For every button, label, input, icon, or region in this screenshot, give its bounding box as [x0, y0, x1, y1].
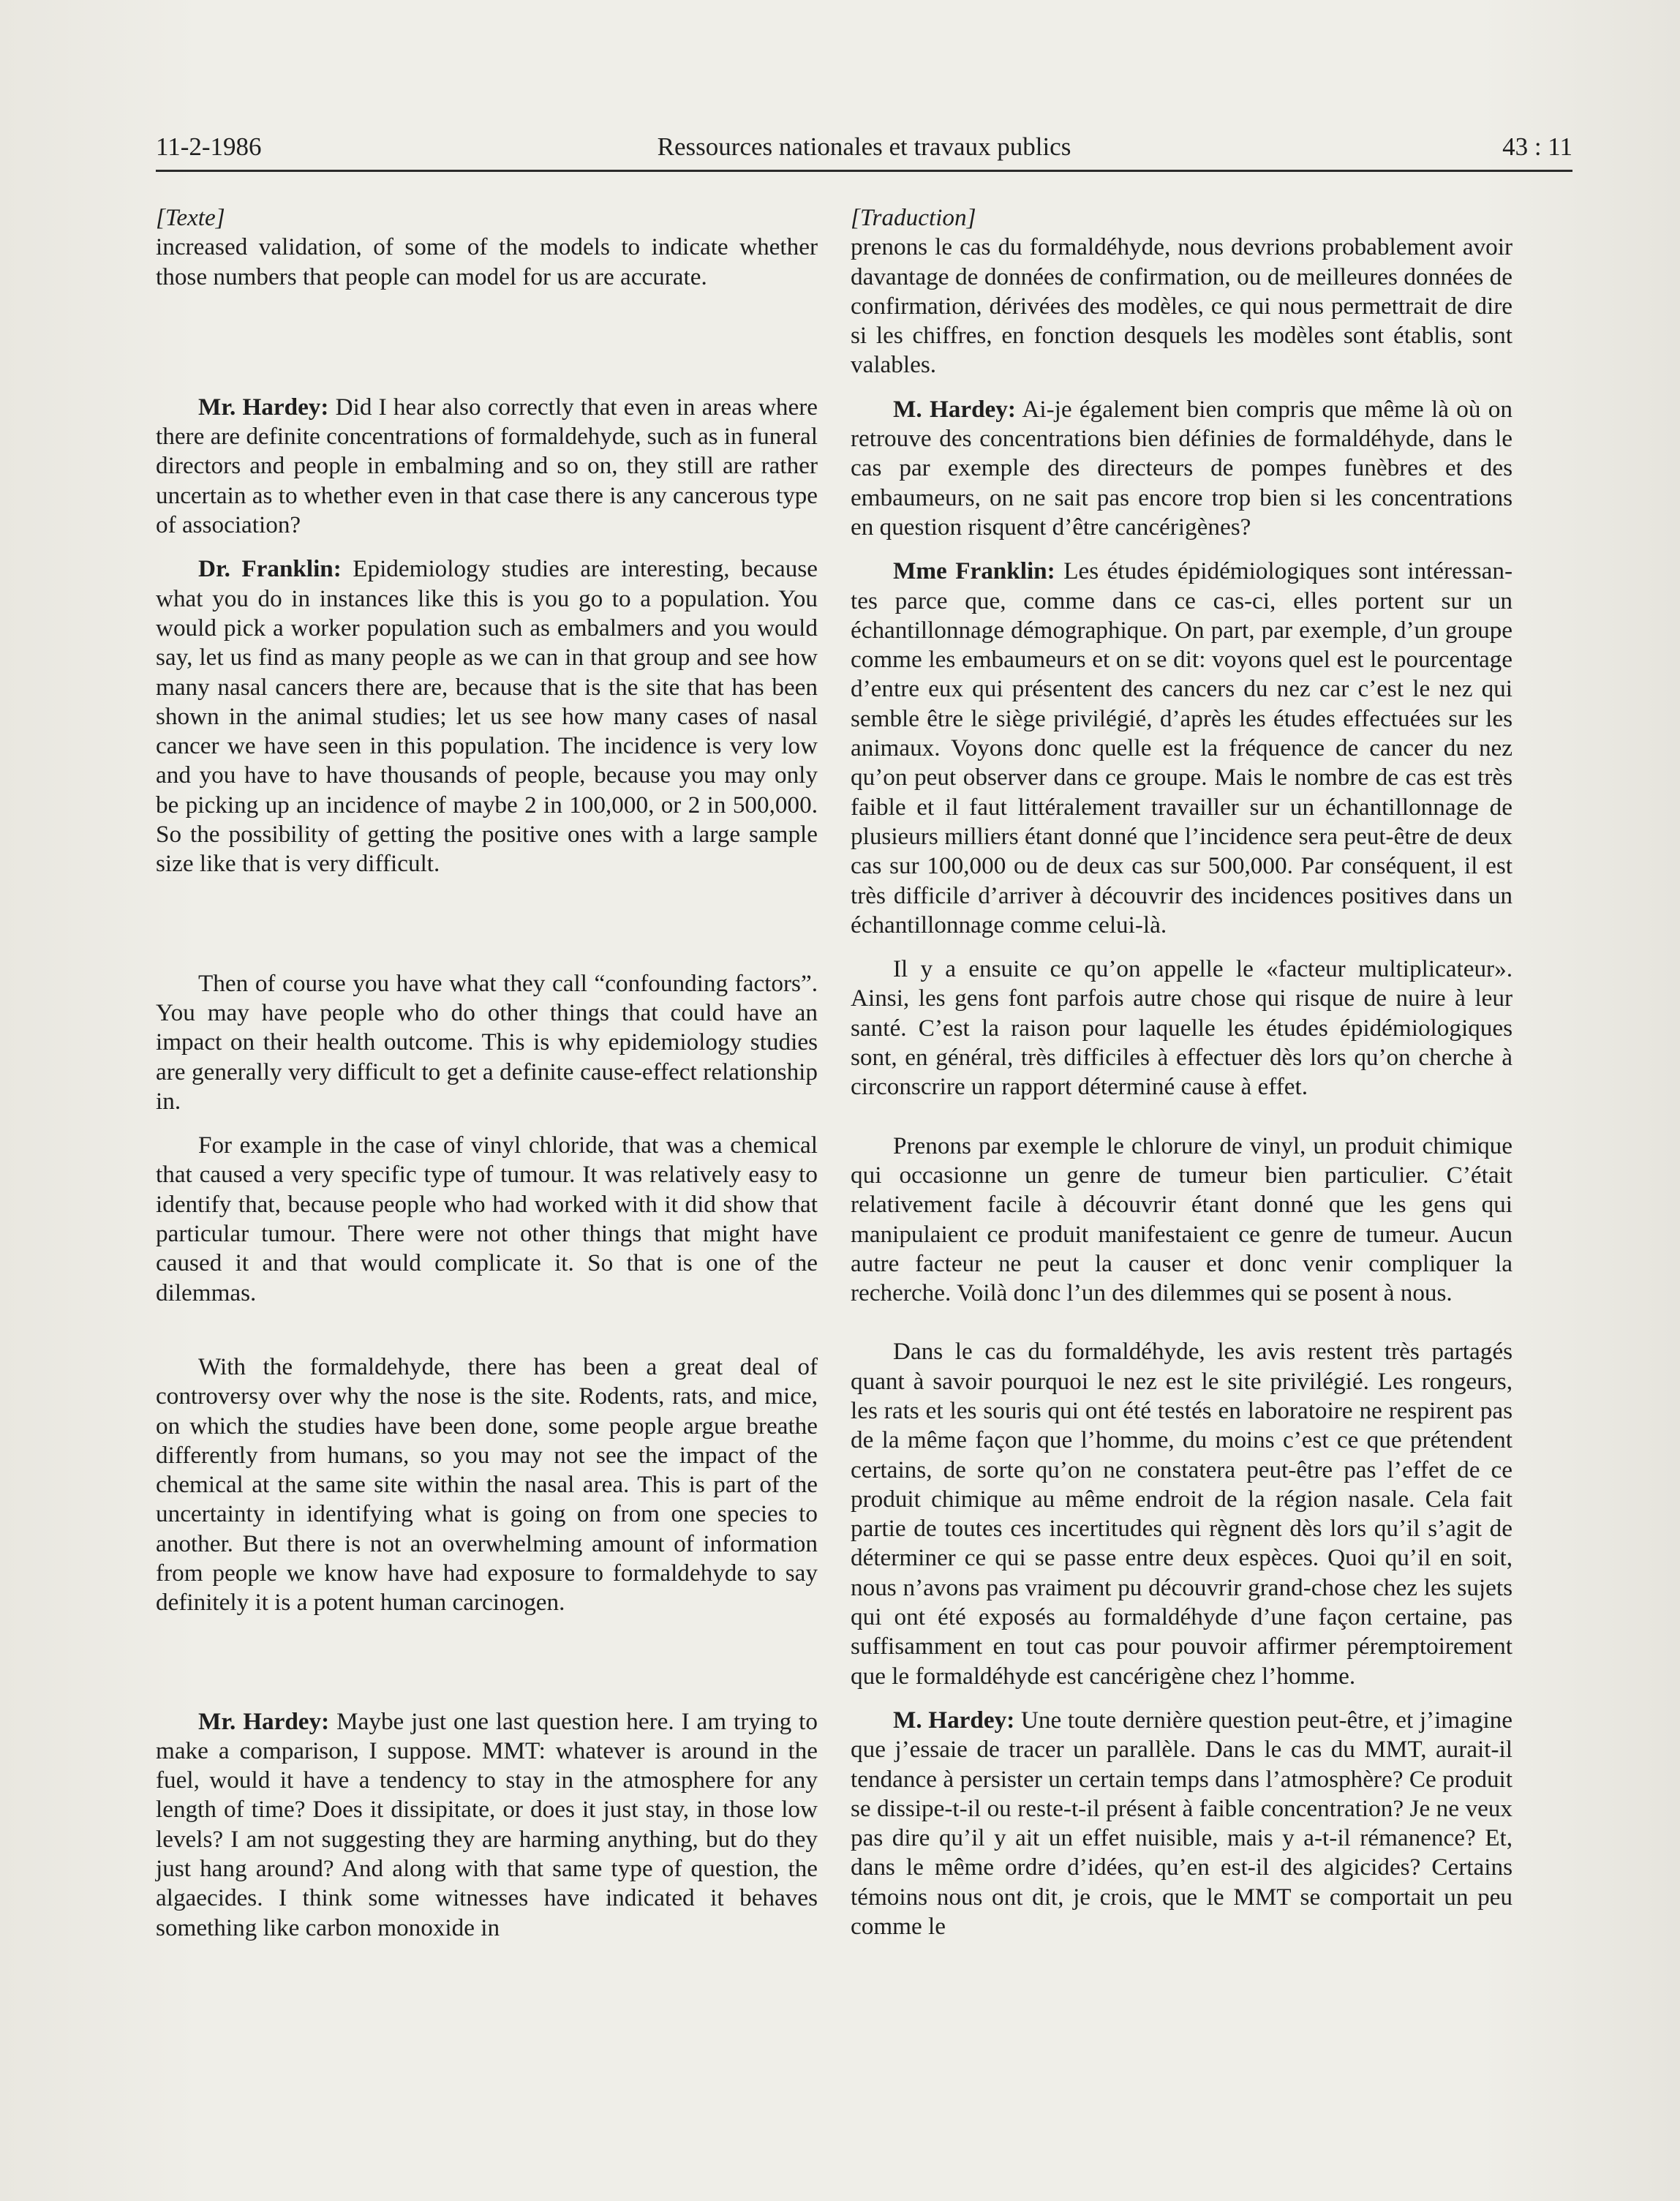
paragraph: For example in the case of vinyl chloride, that was a chemical that caused a very specific type of tumour. It was relatively easy to identify that, because people who had worked with it did show that particular tumour. There were not other things that might have caused it and that would complicate it. So that is one of the dilemmas. — [156, 1132, 818, 1306]
paragraph: Dr. Franklin: Epidemiology studies are interesting, because what you do in instances like this is you go to a population. You would pick a worker population such as embalmers and you would say, let us find as many people as we can in that group and see how many nasal cancers there are, because that is the site that has been shown in the animal studies; let us see how many cases of nasal cancer we have seen in this population. The incidence is very low and you have to have thousands of people, because you may only be picking up an incidence of maybe 2 in 100,000, or 2 in 500,000. So the possibility of getting the positive ones with a large sample size like that is very difficult. — [156, 555, 818, 878]
column-label-traduction: [Traduction] — [851, 204, 976, 231]
right-column-french — [851, 203, 1513, 1941]
header-date: 11-2-1986 — [156, 132, 262, 161]
speaker-name: Mme Franklin: — [893, 557, 1055, 585]
column-label-texte: [Texte] — [156, 204, 225, 231]
paragraph: Mr. Hardey: Did I hear also correctly that even in areas where there are definite concentrations of formaldehyde, such as in funeral directors and people in embalming and so on, they still are rather uncertain as to whether even in that case there is any cancerous type of association? — [156, 393, 818, 539]
paragraph: increased validation, of some of the models to indicate whether those numbers that people can model for us are accurate. — [156, 233, 818, 290]
header-title: Ressources nationales et travaux publics — [657, 132, 1071, 161]
header-page-number: 43 : 11 — [1502, 132, 1572, 161]
paragraph: M. Hardey: Ai-je également bien compris que même là où on retrouve des concentrations bien définies de formaldéhyde, dans le cas par exemple des directeurs de pompes funèbres et des embaumeurs, on ne sait pas encore trop bien si les concentrations en question risquent d’être cancérigènes? — [851, 395, 1513, 541]
speaker-name: M. Hardey: — [893, 395, 1016, 423]
paragraph: prenons le cas du formaldéhyde, nous devrions probablement avoir davantage de données de confirmation, ou de meilleures données de confirmation, dérivées des modèles, ce qui nous permettrait de dire si les chiffres, en fonction desquels les modèles sont établis, sont valables. — [851, 233, 1513, 379]
left-column-english — [156, 203, 818, 1943]
paragraph: M. Hardey: Une toute dernière question peut-être, et j’imagine que j’essaie de tracer un parallèle. Dans le cas du MMT, aurait-il tendance à persister un certain temps dans l’atmosphère? Ce produit se dissipe-t-il ou reste-t-il présent à faible concentration? Je ne veux pas dire qu’il y ait un effet nuisible, mais y a-t-il rémanence? Et, dans le même ordre d’idées, qu’en est-il des algicides? Certains témoins nous ont dit, je crois, que le MMT se comportait un peu comme le — [851, 1706, 1513, 1941]
speaker-name: Mr. Hardey: — [198, 1707, 330, 1735]
paragraph: Then of course you have what they call “confounding factors”. You may have people who do other things that could have an impact on their health outcome. This is why epidemiology studies are generally very difficult to get a definite cause-effect relationship in. — [156, 969, 818, 1115]
speaker-name: M. Hardey: — [893, 1706, 1015, 1734]
paragraph: Mr. Hardey: Maybe just one last question here. I am trying to make a comparison, I suppose. MMT: whatever is around in the fuel, would it have a tendency to stay in the atmosphere for any length of time? Does it dissipitate, or does it just stay, in those low levels? I am not suggesting they are harming anything, but do they just hang around? And along with that same type of question, the algaecides. I think some witnesses have indicated it behaves something like carbon monoxide in — [156, 1707, 818, 1941]
speaker-name: Dr. Franklin: — [198, 555, 342, 583]
paragraph: With the formaldehyde, there has been a great deal of controversy over why the nose is the site. Rodents, rats, and mice, on which the studies have been done, some people argue breathe differently from humans, so you may not see the impact of the chemical at the same site within the nasal area. This is part of the uncertainty in identifying what is going on from one species to another. But there is not an overwhelming amount of information from people we know have had exposure to formaldehyde to say definitely it is a potent human carcinogen. — [156, 1352, 818, 1617]
paragraph: Dans le cas du formaldéhyde, les avis restent très partagés quant à savoir pourquoi le nez est le site privilégié. Les rongeurs, les rats et les souris qui ont été testés en laboratoire ne respirent pas de la même façon que l’homme, du moins c’est ce que prétendent certains, de sorte qu’on ne constatera peut-être pas l’effet de ce produit chimique au même endroit de la région nasale. Cela fait partie de toutes ces incertitudes qui règnent dès lors qu’il s’agit de déterminer ce qui se passe entre deux espèces. Quoi qu’il en soit, nous n’avons pas vraiment pu découvrir grand-chose chez les sujets qui ont été exposés au formaldéhyde d’une façon certaine, pas suffisamment en tout cas pour pouvoir affirmer péremptoirement que le formaldéhyde est cancérigène chez l’homme. — [851, 1338, 1513, 1690]
page-header — [156, 129, 1572, 172]
speaker-name: Mr. Hardey: — [198, 393, 329, 421]
paragraph: Il y a ensuite ce qu’on appelle le «facteur multiplicateur». Ainsi, les gens font parfois autre chose qui risque de nuire à leur santé. C’est la raison pour laquelle les études épidémiologiques sont, en général, très difficiles à effectuer dès lors qu’on cherche à circonscrire un rapport déterminé cause à effet. — [851, 955, 1513, 1101]
paragraph: Mme Franklin: Les études épidémiologiques sont intéressantes parce que, comme dans ce cas-ci, elles portent sur un échantillonnage démographique. On part, par exemple, d’un groupe comme les embaumeurs et on se dit: voyons quel est le pourcentage d’entre eux qui présentent des cancers du nez car c’est le nez qui semble être le siège privilégié, d’après les études effectuées sur les animaux. Voyons donc quelle est la fréquence de cancer du nez qu’on peut observer dans ce groupe. Mais le nombre de cas est très faible et il faut littéralement travailler sur un échantillonnage de plusieurs milliers étant donné que l’incidence sera peut-être de deux cas sur 100,000 ou de deux cas sur 500,000. Par conséquent, il est très difficile d’arriver à découvrir des incidences positives dans un échantillonnage comme celui-là. — [851, 557, 1513, 938]
paragraph: Prenons par exemple le chlorure de vinyl, un produit chimique qui occasionne un genre de tumeur bien particulier. C’était relativement facile à découvrir étant donné que les gens qui manipulaient ce produit manifestaient ce genre de tumeur. Aucun autre facteur ne peut la causer et donc venir compliquer la recherche. Voilà donc l’un des dilemmes qui se posent à nous. — [851, 1132, 1513, 1307]
